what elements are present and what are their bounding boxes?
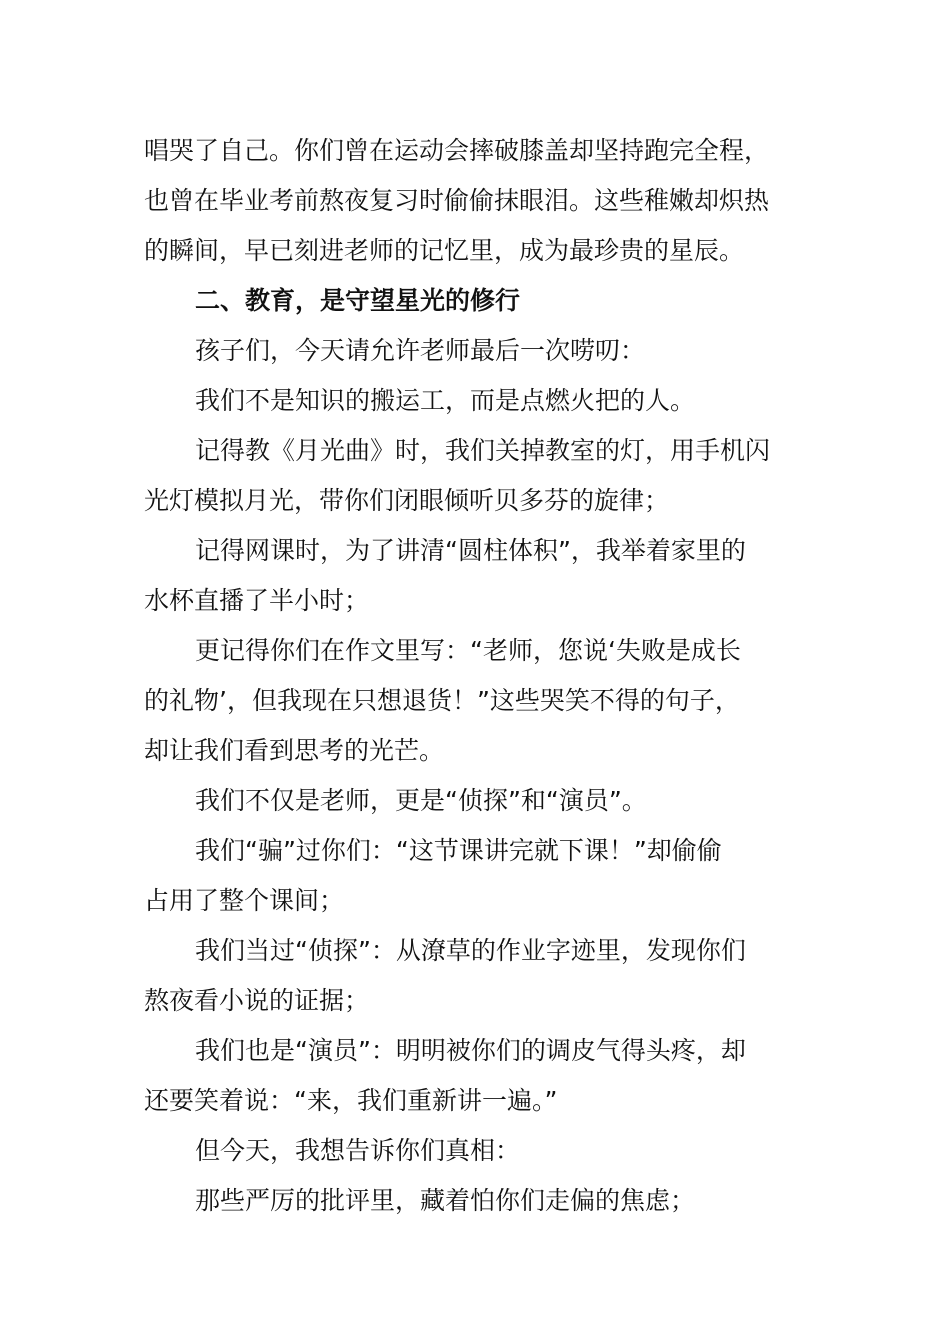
paragraph-line: 我们“骗”过你们：“这节课讲完就下课！”却偷偷 — [195, 836, 722, 865]
paragraph-line: 我们当过“侦探”：从潦草的作业字迹里，发现你们 — [195, 936, 746, 965]
paragraph-line: 但今天，我想告诉你们真相： — [195, 1136, 521, 1165]
paragraph-line: 孩子们，今天请允许老师最后一次唠叨： — [195, 336, 646, 365]
paragraph-line: 占用了整个课间； — [144, 886, 345, 915]
paragraph-line: 我们不是知识的搬运工，而是点燃火把的人。 — [195, 386, 696, 415]
paragraph-line: 那些严厉的批评里，藏着怕你们走偏的焦虑； — [195, 1186, 696, 1215]
paragraph-line: 更记得你们在作文里写：“老师，您说‘失败是成长 — [195, 636, 741, 665]
paragraph-line: 的礼物’，但我现在只想退货！”这些哭笑不得的句子， — [144, 686, 740, 715]
paragraph-line: 水杯直播了半小时； — [144, 586, 370, 615]
paragraph-line: 记得教《月光曲》时，我们关掉教室的灯，用手机闪 — [195, 436, 771, 465]
paragraph-line: 的瞬间，早已刻进老师的记忆里，成为最珍贵的星辰。 — [144, 236, 745, 265]
paragraph-line: 我们也是“演员”：明明被你们的调皮气得头疼，却 — [195, 1036, 746, 1065]
paragraph-line: 也曾在毕业考前熬夜复习时偷偷抹眼泪。这些稚嫩却炽热 — [144, 186, 770, 215]
paragraph-line: 光灯模拟月光，带你们闭眼倾听贝多芬的旋律； — [144, 486, 670, 515]
paragraph-line: 却让我们看到思考的光芒。 — [144, 736, 445, 765]
document-body — [144, 126, 814, 1226]
paragraph-line: 记得网课时，为了讲清“圆柱体积”，我举着家里的 — [195, 536, 746, 565]
paragraph-line: 还要笑着说：“来，我们重新讲一遍。” — [144, 1086, 558, 1115]
paragraph-line: 熬夜看小说的证据； — [144, 986, 370, 1015]
section-heading: 二、教育，是守望星光的修行 — [195, 286, 521, 315]
paragraph-line: 我们不仅是老师，更是“侦探”和“演员”。 — [195, 786, 647, 815]
paragraph-line: 唱哭了自己。你们曾在运动会摔破膝盖却坚持跑完全程， — [144, 136, 770, 165]
